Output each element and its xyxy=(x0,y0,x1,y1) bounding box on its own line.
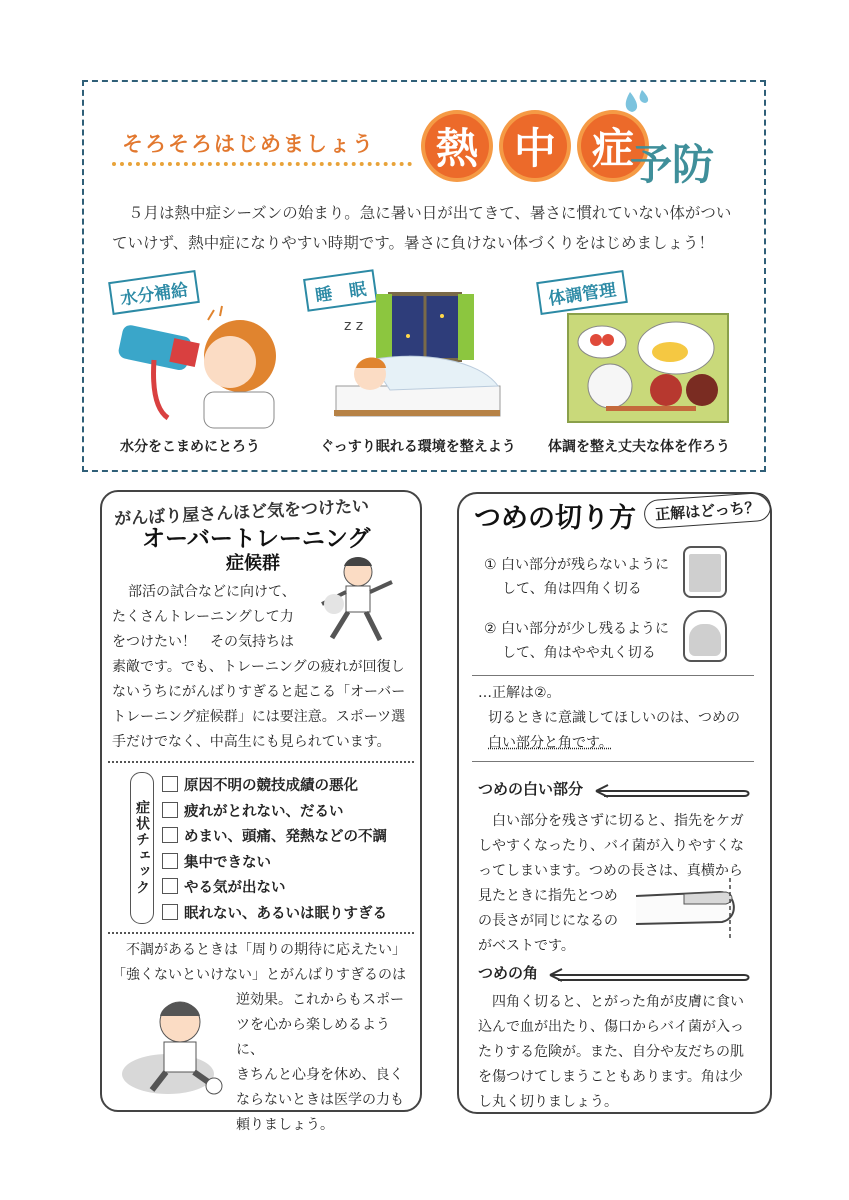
body-line: 込んで血が出たり、傷口からバイ菌が入っ xyxy=(478,1019,744,1035)
body-line: がベストです。 xyxy=(478,938,575,954)
closing-line: 逆効果。これからもスポー xyxy=(236,992,404,1008)
body-line: 白い部分を残さずに切ると、指先をケガ xyxy=(492,813,744,829)
checkbox[interactable] xyxy=(162,776,178,792)
checklist-item[interactable] xyxy=(162,851,412,877)
answer-line: 白い部分と角です。 xyxy=(488,735,613,751)
symptom-check-label-box xyxy=(130,772,154,924)
option-line: して、角は四角く切る xyxy=(502,581,642,597)
drinking-illustration xyxy=(112,300,292,430)
option-line: ① 白い部分が残らないように xyxy=(484,557,670,573)
answer-line: …正解は②。 xyxy=(478,685,561,701)
checklist-text: 集中できない xyxy=(184,854,271,871)
closing-text-top xyxy=(112,938,417,988)
option-2 xyxy=(484,617,669,665)
checkbox[interactable] xyxy=(162,904,178,920)
nail-rounded-icon xyxy=(683,610,727,662)
checklist-text: 眠れない、あるいは眠りすぎる xyxy=(184,905,387,922)
tag-sleep: 睡 眠 xyxy=(303,269,378,312)
intro-line: ていけず、熱中症になりやすい時期です。暑さに負けない体づくりをはじめましょう！ xyxy=(112,234,715,252)
meal-tray-illustration xyxy=(566,310,732,426)
paragraph-line: 部活の試合などに向けて、 xyxy=(128,584,296,600)
body-line: を傷つけてしまうこともあります。角は少 xyxy=(478,1069,743,1085)
option-line: ② 白い部分が少し残るように xyxy=(484,621,670,637)
checklist-item[interactable] xyxy=(162,825,412,851)
corner-text xyxy=(478,990,758,1115)
title-suffix: 予防 xyxy=(630,140,715,189)
overtraining-kicker: がんばり屋さんほど気をつけたい xyxy=(113,496,370,530)
caption-sleep: ぐっすり眠れる環境を整えよう xyxy=(320,439,516,455)
divider xyxy=(472,761,754,762)
overtraining-subtitle: 症候群 xyxy=(226,553,280,574)
answer-text xyxy=(478,681,740,756)
checkbox[interactable] xyxy=(162,827,178,843)
body-line: 四角く切ると、とがった角が皮膚に食い xyxy=(492,994,744,1010)
checklist-item[interactable] xyxy=(162,876,412,902)
title-char-1: 熱 xyxy=(425,114,489,178)
checklist-text: めまい、頭痛、発熱などの不調 xyxy=(184,829,387,845)
title-bubbles xyxy=(425,114,645,178)
body-line: ってしまいます。つめの長さは、真横から xyxy=(478,863,743,879)
finger-side-illustration xyxy=(636,878,746,938)
dotted-divider xyxy=(108,932,414,934)
arrow-left-icon xyxy=(548,968,754,982)
closing-line: 頼りましょう。 xyxy=(236,1117,334,1133)
closing-line: 「強くないといけない」とがんばりすぎるのは xyxy=(112,967,406,983)
arrow-left-icon xyxy=(594,784,754,798)
checklist-item[interactable] xyxy=(162,774,412,800)
checklist-item[interactable] xyxy=(162,902,412,928)
section-head-corner: つめの角 xyxy=(478,964,539,982)
closing-line: 不調があるときは「周りの期待に応えたい」 xyxy=(126,942,406,958)
intro-text xyxy=(112,198,752,258)
title-char-2: 中 xyxy=(503,114,567,178)
sweat-drop-icon xyxy=(620,88,654,118)
overtraining-paragraph xyxy=(112,580,412,755)
closing-line: ならないときは医学の力も xyxy=(236,1092,404,1108)
checkbox[interactable] xyxy=(162,853,178,869)
checklist-text: やる気が出ない xyxy=(184,880,286,896)
tag-hydration: 水分補給 xyxy=(108,270,200,315)
paragraph-line: をつけたい！ その気持ちは xyxy=(112,634,294,650)
body-line: し丸く切りましょう。 xyxy=(478,1094,618,1110)
dotted-underline xyxy=(112,162,412,166)
svg-text:z z: z z xyxy=(344,318,364,334)
title-char-3: 症 xyxy=(581,114,645,178)
checklist-item[interactable] xyxy=(162,800,412,826)
paragraph-line: たくさんトレーニングして力 xyxy=(112,609,294,625)
body-line: たりする危険が。また、自分や友だちの肌 xyxy=(478,1044,744,1060)
option-1 xyxy=(484,553,669,601)
checkbox[interactable] xyxy=(162,878,178,894)
closing-line: ツを心から楽しめるように、 xyxy=(236,1017,390,1058)
closing-text-bottom xyxy=(236,988,416,1138)
checklist-text: 疲れがとれない、だるい xyxy=(184,803,344,820)
closing-line: きちんと心身を休め、良く xyxy=(236,1067,404,1083)
paragraph-line: ないうちにがんばりすぎると起こる「オーバー xyxy=(112,684,406,700)
nail-section-title: つめの切り方 xyxy=(474,503,636,534)
symptom-check-label: 症状チェック xyxy=(134,800,150,896)
nail-square-icon xyxy=(683,546,727,598)
option-line: して、角はやや丸く切る xyxy=(502,645,656,661)
overtraining-title: オーバートレーニング xyxy=(142,526,371,552)
caption-hydration: 水分をこまめにとろう xyxy=(120,439,260,455)
checklist-text: 原因不明の競技成績の悪化 xyxy=(184,778,358,794)
caption-health: 体調を整え丈夫な体を作ろう xyxy=(548,439,730,455)
divider xyxy=(472,675,754,676)
resting-student-illustration xyxy=(118,994,234,1098)
symptom-checklist xyxy=(162,774,412,927)
tag-health: 体調管理 xyxy=(536,270,628,315)
sleeping-illustration xyxy=(330,290,505,430)
intro-line: ５月は熱中症シーズンの始まり。急に暑い日が出てきて、暑さに慣れていない体がつい xyxy=(128,204,732,222)
section-head-white-part: つめの白い部分 xyxy=(478,780,584,798)
body-line: しやすくなったり、バイ菌が入りやすくな xyxy=(478,838,744,854)
paragraph-line: 手だけでなく、中高生にも見られています。 xyxy=(112,734,391,750)
paragraph-line: トレーニング症候群」には要注意。スポーツ選 xyxy=(112,709,406,725)
dotted-divider xyxy=(108,761,414,763)
body-line: 見たときに指先とつめ xyxy=(478,888,618,904)
paragraph-line: 素敵です。でも、トレーニングの疲れが回復し xyxy=(112,659,405,675)
answer-line: 切るときに意識してほしいのは、つめの xyxy=(488,710,740,726)
checkbox[interactable] xyxy=(162,802,178,818)
section-subtitle: そろそろはじめましょう xyxy=(122,132,375,156)
quiz-bubble: 正解はどっち？ xyxy=(643,492,771,530)
body-line: の長さが同じになるの xyxy=(478,913,618,929)
